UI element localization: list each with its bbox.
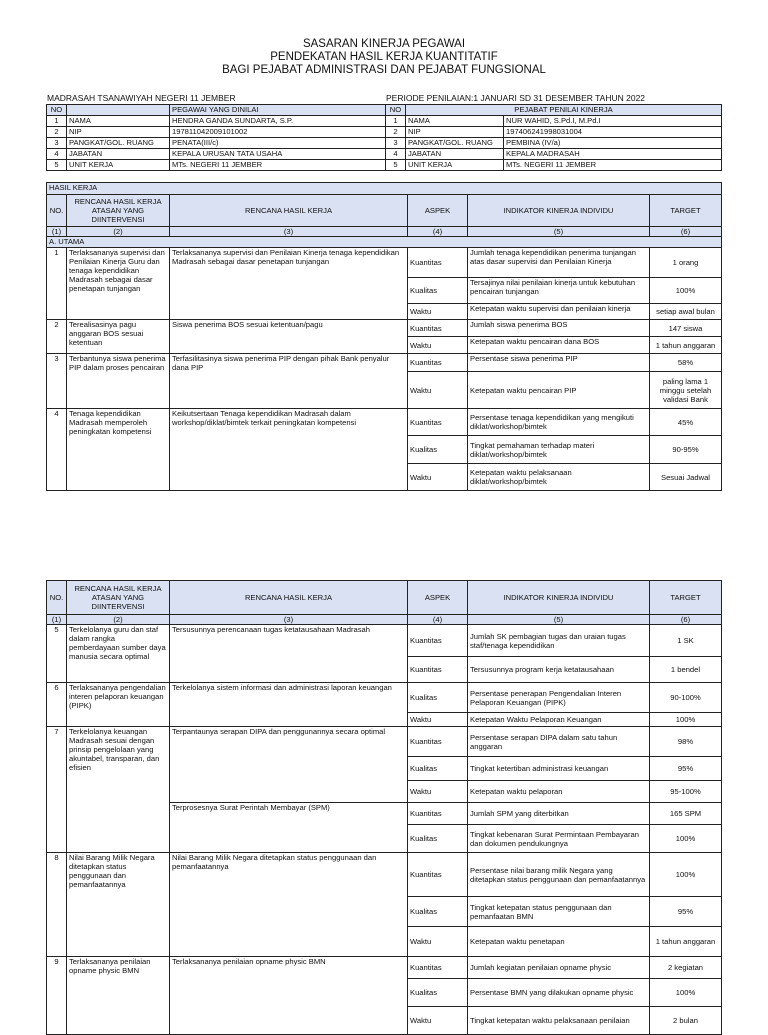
table-row xyxy=(47,625,722,657)
id-row-label: NAMA xyxy=(67,116,170,127)
hasil-kerja-table-continued xyxy=(46,580,722,1035)
id-h-no: NO xyxy=(47,105,67,116)
item-aspek: Kualitas xyxy=(408,278,468,304)
id-h-pejabat: PEJABAT PENILAI KINERJA xyxy=(406,105,722,116)
item-target: 100% xyxy=(650,825,722,853)
table-row xyxy=(47,957,722,979)
item-aspek: Waktu xyxy=(408,781,468,803)
item-rencana-atasan: Terealisasinya pagu anggaran BOS sesuai ketentuan xyxy=(67,320,170,354)
item-indikator: Persentase serapan DIPA dalam satu tahun anggaran xyxy=(468,727,650,757)
item-aspek: Kualitas xyxy=(408,683,468,713)
item-no: 1 xyxy=(47,248,67,320)
item-rencana: Terlaksananya penilaian opname physic BMN xyxy=(170,957,408,1035)
th-num: (2) xyxy=(67,227,170,237)
id-row-no2: 1 xyxy=(386,116,406,127)
item-aspek: Kuantitas xyxy=(408,727,468,757)
item-aspek: Kuantitas xyxy=(408,625,468,657)
periode-penilaian: PERIODE PENILAIAN:1 JANUARI SD 31 DESEMBER TAHUN 2022 xyxy=(386,93,646,103)
document-title xyxy=(0,38,768,77)
item-rencana: Keikutsertaan Tenaga kependidikan Madrasah dalam workshop/diklat/bimtek terkait peningkatan kompetensi xyxy=(170,409,408,491)
item-target: 1 orang xyxy=(650,248,722,278)
item-rencana: Terfasilitasinya siswa penerima PIP dengan pihak Bank penyalur dana PIP xyxy=(170,354,408,409)
item-aspek: Kuantitas xyxy=(408,409,468,436)
item-indikator: Persentase siswa penerima PIP xyxy=(468,354,650,372)
th-indikator: INDIKATOR KINERJA INDIVIDU xyxy=(468,581,650,615)
item-target: 95% xyxy=(650,897,722,927)
item-aspek: Kuantitas xyxy=(408,248,468,278)
item-aspek: Waktu xyxy=(408,337,468,354)
item-target: 1 bendel xyxy=(650,657,722,683)
item-rencana-atasan: Nilai Barang Milik Negara ditetapkan status penggunaan dan pemanfaatannya xyxy=(67,853,170,957)
id-row-no: 1 xyxy=(47,116,67,127)
item-indikator: Ketepatan waktu supervisi dan penilaian kinerja xyxy=(468,304,650,320)
id-row-label2: UNIT KERJA xyxy=(406,160,504,171)
title-line-3: BAGI PEJABAT ADMINISTRASI DAN PEJABAT FUNGSIONAL xyxy=(222,64,546,76)
th-num: (1) xyxy=(47,227,67,237)
item-no: 6 xyxy=(47,683,67,727)
item-target: 90-95% xyxy=(650,436,722,464)
item-no: 5 xyxy=(47,625,67,683)
item-indikator: Ketepatan waktu pencairan dana BOS xyxy=(468,337,650,354)
th-no: NO. xyxy=(47,581,67,615)
item-indikator: Tingkat pemahaman terhadap materi diklat/workshop/bimtek xyxy=(468,436,650,464)
item-aspek: Kualitas xyxy=(408,757,468,781)
id-row-value: PENATA(III/c) xyxy=(170,138,386,149)
id-row-value2: 197406241998031004 xyxy=(504,127,722,138)
item-indikator: Persentase tenaga kependidikan yang mengikuti diklat/workshop/bimtek xyxy=(468,409,650,436)
table-row xyxy=(47,248,722,278)
item-aspek: Kuantitas xyxy=(408,853,468,897)
item-aspek: Waktu xyxy=(408,372,468,409)
item-indikator: Ketepatan waktu pelaporan xyxy=(468,781,650,803)
item-rencana-atasan: Terkelolanya guru dan staf dalam rangka pemberdayaan sumber daya manusia secara optimal xyxy=(67,625,170,683)
title-line-1: SASARAN KINERJA PEGAWAI xyxy=(302,38,466,50)
identity-table xyxy=(46,104,722,171)
th-indikator: INDIKATOR KINERJA INDIVIDU xyxy=(468,195,650,227)
item-target: 165 SPM xyxy=(650,803,722,825)
table-row xyxy=(47,320,722,337)
item-target: 1 SK xyxy=(650,625,722,657)
table-row xyxy=(47,683,722,713)
id-row-label2: JABATAN xyxy=(406,149,504,160)
item-indikator: Persentase nilai barang milik Negara yang ditetapkan status penggunaan dan pemanfaatannya xyxy=(468,853,650,897)
item-rencana-atasan: Terlaksananya supervisi dan Penilaian Kinerja Guru dan tenaga kependidikan Madrasah sebagai dasar penetapan tunjangan xyxy=(67,248,170,320)
item-indikator: Persentase penerapan Pengendalian Interen Pelaporan Keuangan (PIPK) xyxy=(468,683,650,713)
table-row xyxy=(47,409,722,436)
th-num: (1) xyxy=(47,615,67,625)
item-target: 58% xyxy=(650,354,722,372)
id-row-no: 3 xyxy=(47,138,67,149)
item-rencana: Terprosesnya Surat Perintah Membayar (SPM) xyxy=(170,803,408,853)
item-indikator: Ketepatan waktu pelaksanaan diklat/workshop/bimtek xyxy=(468,464,650,491)
id-row-label: UNIT KERJA xyxy=(67,160,170,171)
item-rencana-atasan: Terlaksananya penilaian opname physic BMN xyxy=(67,957,170,1035)
id-row-value: KEPALA URUSAN TATA USAHA xyxy=(170,149,386,160)
item-aspek: Kualitas xyxy=(408,979,468,1007)
th-rencana-atasan: RENCANA HASIL KERJA ATASAN YANG DIINTERVENSI xyxy=(67,581,170,615)
item-rencana: Terkelolanya sistem informasi dan administrasi laporan keuangan xyxy=(170,683,408,727)
item-target: 2 bulan xyxy=(650,1007,722,1035)
th-aspek: ASPEK xyxy=(408,195,468,227)
title-line-2: PENDEKATAN HASIL KERJA KUANTITATIF xyxy=(270,51,498,63)
item-target: 100% xyxy=(650,853,722,897)
item-aspek: Kuantitas xyxy=(408,957,468,979)
id-h-no2: NO xyxy=(386,105,406,116)
item-no: 3 xyxy=(47,354,67,409)
item-indikator: Ketepatan waktu pencairan PIP xyxy=(468,372,650,409)
item-indikator: Tersusunnya program kerja ketatausahaan xyxy=(468,657,650,683)
item-target: 147 siswa xyxy=(650,320,722,337)
th-rencana: RENCANA HASIL KERJA xyxy=(170,195,408,227)
item-indikator: Ketepatan waktu penetapan xyxy=(468,927,650,957)
id-row-label: NIP xyxy=(67,127,170,138)
item-aspek: Kuantitas xyxy=(408,320,468,337)
id-row-no2: 2 xyxy=(386,127,406,138)
id-row-no2: 3 xyxy=(386,138,406,149)
hasil-kerja-label: HASIL KERJA xyxy=(47,183,722,195)
item-aspek: Kualitas xyxy=(408,897,468,927)
id-row-value: HENDRA GANDA SUNDARTA, S.P. xyxy=(170,116,386,127)
hasil-kerja-table xyxy=(46,182,722,491)
item-target: paling lama 1 minggu setelah validasi Bank xyxy=(650,372,722,409)
th-num: (5) xyxy=(468,615,650,625)
item-rencana: Terlaksananya supervisi dan Penilaian Kinerja tenaga kependidikan Madrasah sebagai dasar penetapan tunjangan xyxy=(170,248,408,320)
item-target: 100% xyxy=(650,979,722,1007)
table-row xyxy=(47,853,722,897)
th-num: (3) xyxy=(170,615,408,625)
item-target: 90-100% xyxy=(650,683,722,713)
id-row-value: MTs. NEGERI 11 JEMBER xyxy=(170,160,386,171)
item-target: 95% xyxy=(650,757,722,781)
item-aspek: Kuantitas xyxy=(408,803,468,825)
table-row xyxy=(47,354,722,372)
item-indikator: Jumlah SPM yang diterbitkan xyxy=(468,803,650,825)
id-row-value2: NUR WAHID, S.Pd.I, M.Pd.I xyxy=(504,116,722,127)
id-h-pegawai: PEGAWAI YANG DINILAI xyxy=(170,105,386,116)
section-a-label: A. UTAMA xyxy=(47,237,722,248)
item-rencana-atasan: Tenaga kependidikan Madrasah memperoleh peningkatan kompetensi xyxy=(67,409,170,491)
item-rencana-atasan: Terlaksananya pengendalian interen pelaporan keuangan (PIPK) xyxy=(67,683,170,727)
id-row-no: 4 xyxy=(47,149,67,160)
item-target: Sesuai Jadwal xyxy=(650,464,722,491)
id-row-label2: PANGKAT/GOL. RUANG xyxy=(406,138,504,149)
id-row-value2: PEMBINA (IV/a) xyxy=(504,138,722,149)
item-aspek: Waktu xyxy=(408,927,468,957)
item-rencana: Nilai Barang Milik Negara ditetapkan status penggunaan dan pemanfaatannya xyxy=(170,853,408,957)
th-num: (5) xyxy=(468,227,650,237)
item-aspek: Kualitas xyxy=(408,436,468,464)
item-target: 100% xyxy=(650,713,722,727)
id-row-no2: 5 xyxy=(386,160,406,171)
th-num: (3) xyxy=(170,227,408,237)
item-indikator: Tingkat ketepatan status penggunaan dan pemanfaatan BMN xyxy=(468,897,650,927)
item-target: 100% xyxy=(650,278,722,304)
item-aspek: Kualitas xyxy=(408,825,468,853)
table-row xyxy=(47,727,722,757)
item-indikator: Tingkat kebenaran Surat Permintaan Pembayaran dan dokumen pendukungnya xyxy=(468,825,650,853)
th-num: (2) xyxy=(67,615,170,625)
item-indikator: Persentase BMN yang dilakukan opname physic xyxy=(468,979,650,1007)
item-no: 7 xyxy=(47,727,67,853)
th-aspek: ASPEK xyxy=(408,581,468,615)
th-num: (4) xyxy=(408,615,468,625)
item-indikator: Ketepatan Waktu Pelaporan Keuangan xyxy=(468,713,650,727)
item-rencana-atasan: Terkelolanya keuangan Madrasah sesuai dengan prinsip pengelolaan yang akuntabel, transparan, dan efisien xyxy=(67,727,170,853)
item-target: setiap awal bulan xyxy=(650,304,722,320)
id-row-value: 197811042009101002 xyxy=(170,127,386,138)
th-num: (6) xyxy=(650,227,722,237)
item-no: 8 xyxy=(47,853,67,957)
item-aspek: Waktu xyxy=(408,464,468,491)
item-indikator: Jumlah kegiatan penilaian opname physic xyxy=(468,957,650,979)
id-row-label: PANGKAT/GOL. RUANG xyxy=(67,138,170,149)
item-no: 4 xyxy=(47,409,67,491)
item-indikator: Tingkat ketepatan waktu pelaksanaan penilaian xyxy=(468,1007,650,1035)
item-target: 45% xyxy=(650,409,722,436)
item-target: 95-100% xyxy=(650,781,722,803)
item-target: 98% xyxy=(650,727,722,757)
item-indikator: Tersajinya nilai penilaian kinerja untuk kebutuhan pencairan tunjangan xyxy=(468,278,650,304)
id-row-label: JABATAN xyxy=(67,149,170,160)
th-no: NO. xyxy=(47,195,67,227)
item-indikator: Jumlah siswa penerima BOS xyxy=(468,320,650,337)
item-aspek: Waktu xyxy=(408,1007,468,1035)
id-row-value2: KEPALA MADRASAH xyxy=(504,149,722,160)
item-indikator: Jumlah SK pembagian tugas dan uraian tugas staf/tenaga kependidikan xyxy=(468,625,650,657)
id-row-no2: 4 xyxy=(386,149,406,160)
item-rencana: Terpantaunya serapan DIPA dan penggunannya secara optimal xyxy=(170,727,408,803)
item-indikator: Tingkat ketertiban administrasi keuangan xyxy=(468,757,650,781)
th-num: (6) xyxy=(650,615,722,625)
item-aspek: Kuantitas xyxy=(408,657,468,683)
item-aspek: Kuantitas xyxy=(408,354,468,372)
item-no: 9 xyxy=(47,957,67,1035)
id-row-value2: MTs. NEGERI 11 JEMBER xyxy=(504,160,722,171)
id-row-label2: NAMA xyxy=(406,116,504,127)
id-row-no: 5 xyxy=(47,160,67,171)
id-row-no: 2 xyxy=(47,127,67,138)
th-rencana: RENCANA HASIL KERJA xyxy=(170,581,408,615)
item-rencana-atasan: Terbantunya siswa penerima PIP dalam proses pencairan xyxy=(67,354,170,409)
item-no: 2 xyxy=(47,320,67,354)
th-rencana-atasan: RENCANA HASIL KERJA ATASAN YANG DIINTERVENSI xyxy=(67,195,170,227)
item-target: 1 tahun anggaran xyxy=(650,927,722,957)
item-rencana: Siswa penerima BOS sesuai ketentuan/pagu xyxy=(170,320,408,354)
item-target: 2 kegiatan xyxy=(650,957,722,979)
item-target: 1 tahun anggaran xyxy=(650,337,722,354)
th-target: TARGET xyxy=(650,581,722,615)
item-aspek: Waktu xyxy=(408,713,468,727)
item-aspek: Waktu xyxy=(408,304,468,320)
unit-name: MADRASAH TSANAWIYAH NEGERI 11 JEMBER xyxy=(47,93,236,103)
th-num: (4) xyxy=(408,227,468,237)
th-target: TARGET xyxy=(650,195,722,227)
item-rencana: Tersusunnya perencanaan tugas ketatausahaan Madrasah xyxy=(170,625,408,683)
id-row-label2: NIP xyxy=(406,127,504,138)
item-indikator: Jumlah tenaga kependidikan penerima tunjangan atas dasar supervisi dan Penilaian Kinerja xyxy=(468,248,650,278)
